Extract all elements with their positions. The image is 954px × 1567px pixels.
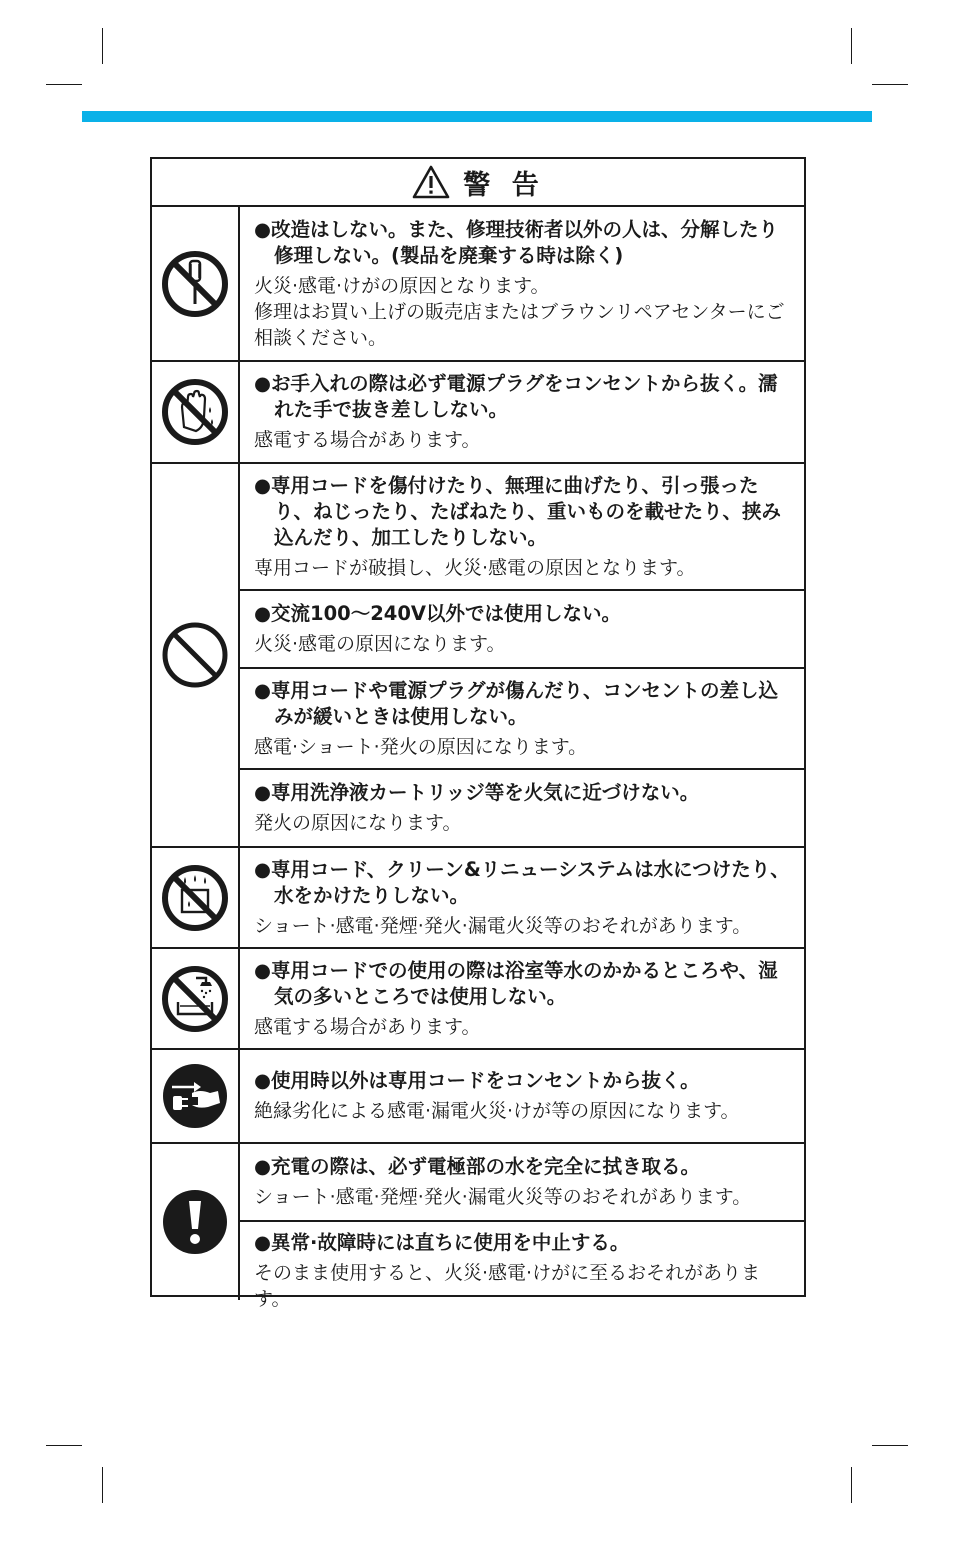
warning-sub-text: 発火の原因になります。 — [254, 812, 462, 834]
warning-header — [152, 159, 804, 207]
warning-main-text: ●専用洗浄液カートリッジ等を火気に近づけない。 — [254, 781, 700, 804]
no-disassembly-icon — [160, 249, 230, 319]
warning-sub-text: 火災·感電·けがの原因となります。 修理はお買い上げの販売店またはブラウンリペアセンターにご相談ください。 — [254, 274, 785, 349]
warning-sub-text: 感電·ショート·発火の原因になります。 — [254, 735, 588, 758]
warning-sub-text: 絶縁劣化による感電·漏電火災·けが等の原因になります。 — [254, 1100, 740, 1122]
warning-item — [240, 669, 804, 770]
warning-main-text: ●専用コードでの使用の際は浴室等水のかかるところや、湿気の多いところでは使用しない。 — [254, 958, 778, 1008]
warning-main-text: ●専用コード、クリーン&リニューシステムは水につけたり、水をかけたりしない。 — [254, 857, 790, 907]
warning-item — [240, 848, 804, 947]
warning-main-text: ●異常·故障時には直ちに使用を中止する。 — [254, 1231, 630, 1254]
warning-sub-text: ショート·感電·発煙·発火·漏電火災等のおそれがあります。 — [254, 914, 752, 937]
warning-sub-text: 感電する場合があります。 — [254, 429, 481, 451]
warning-main-text: ●交流100〜240V以外では使用しない。 — [254, 602, 622, 625]
warning-row — [152, 207, 804, 362]
icon-cell — [152, 207, 240, 360]
icon-cell — [152, 464, 240, 846]
icon-cell — [152, 1144, 240, 1300]
no-bathroom-icon — [160, 964, 230, 1034]
warning-item — [240, 591, 804, 669]
accent-band — [82, 111, 872, 122]
warning-sub-text: 専用コードが破損し、火災·感電の原因となります。 — [254, 556, 696, 579]
warning-row — [152, 362, 804, 464]
warning-triangle-icon — [411, 164, 451, 200]
warning-main-text: ●充電の際は、必ず電極部の水を完全に拭き取る。 — [254, 1155, 701, 1178]
crop-mark-top-right-h — [872, 84, 908, 85]
warning-sub-text: ショート·感電·発煙·発火·漏電火災等のおそれがあります。 — [254, 1186, 752, 1208]
crop-mark-bottom-left-h — [46, 1445, 82, 1446]
icon-cell — [152, 848, 240, 947]
warning-title: 警 告 — [463, 169, 545, 201]
warning-main-text: ●改造はしない。また、修理技術者以外の人は、分解したり修理しない。(製品を廃棄する時は除く) — [254, 217, 779, 267]
warning-row — [152, 1050, 804, 1144]
warning-item — [240, 362, 804, 462]
prohibition-icon — [160, 620, 230, 690]
warning-main-text: ●専用コードを傷付けたり、無理に曲げたり、引っ張ったり、ねじったり、たばねたり、重いものを載せたり、挟み込んだり、加工したりしない。 — [254, 473, 782, 549]
crop-mark-bottom-right-v — [851, 1467, 852, 1503]
warning-row — [152, 1144, 804, 1310]
warning-item — [240, 464, 804, 591]
warning-main-text: ●専用コードや電源プラグが傷んだり、コンセントの差し込みが緩いときは使用しない。 — [254, 678, 779, 728]
warning-main-text: ●使用時以外は専用コードをコンセントから抜く。 — [254, 1069, 700, 1092]
warning-item — [240, 949, 804, 1048]
warning-row — [152, 848, 804, 949]
warning-sub-text: 感電する場合があります。 — [254, 1015, 481, 1038]
unplug-icon — [160, 1061, 230, 1131]
warning-item — [240, 770, 804, 846]
warning-sub-text: 火災·感電の原因になります。 — [254, 633, 506, 655]
warning-row — [152, 464, 804, 848]
warning-main-text: ●お手入れの際は必ず電源プラグをコンセントから抜く。濡れた手で抜き差ししない。 — [254, 372, 778, 421]
crop-mark-top-right-v — [851, 28, 852, 64]
crop-mark-top-left-h — [46, 84, 82, 85]
crop-mark-top-left-v — [102, 28, 103, 64]
warning-sub-text: そのまま使用すると、火災·感電·けがに至るおそれがあります。 — [254, 1262, 761, 1310]
warning-item — [240, 1050, 804, 1142]
warning-item — [240, 1144, 804, 1222]
mandatory-icon — [160, 1187, 230, 1257]
no-wet-hands-icon — [160, 377, 230, 447]
warning-item — [240, 207, 804, 360]
icon-cell — [152, 1050, 240, 1142]
icon-cell — [152, 362, 240, 462]
warning-table — [150, 157, 806, 1310]
crop-mark-bottom-right-h — [872, 1445, 908, 1446]
warning-row — [152, 949, 804, 1050]
warning-item — [240, 1222, 804, 1320]
crop-mark-bottom-left-v — [102, 1467, 103, 1503]
no-water-splash-icon — [160, 863, 230, 933]
icon-cell — [152, 949, 240, 1048]
